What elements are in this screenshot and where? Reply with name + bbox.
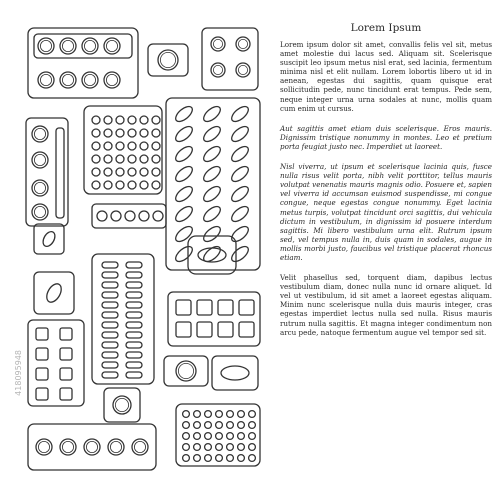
- pill-dot: [216, 444, 223, 451]
- square-cup: [176, 322, 191, 337]
- tablet-cup: [158, 50, 178, 70]
- pill-dot: [104, 168, 112, 176]
- blister-pack: [92, 204, 166, 228]
- capsule-slot: [126, 342, 142, 348]
- pill-dot: [238, 455, 245, 462]
- pill-dot: [183, 444, 190, 451]
- capsule: [201, 144, 223, 165]
- tablet: [238, 65, 247, 74]
- tablet-cup: [176, 361, 196, 381]
- capsule-slot: [126, 312, 142, 318]
- tablet: [40, 40, 51, 51]
- pill-dot: [116, 181, 124, 189]
- pill-dot: [111, 211, 121, 221]
- pill-dot: [183, 433, 190, 440]
- pill-dot: [152, 142, 160, 150]
- capsule-slot: [102, 352, 118, 358]
- capsule-slot: [102, 302, 118, 308]
- blister-pack: [34, 224, 64, 254]
- capsule-slot: [102, 262, 118, 268]
- pill-dot: [205, 444, 212, 451]
- tablet: [213, 39, 222, 48]
- pill-dot: [152, 181, 160, 189]
- capsule-slot: [102, 312, 118, 318]
- pill-dot: [104, 116, 112, 124]
- pill-dot: [92, 181, 100, 189]
- pill-dot: [227, 444, 234, 451]
- capsule-slot: [126, 372, 142, 378]
- pill-dot: [227, 433, 234, 440]
- capsule-slot: [102, 362, 118, 368]
- pill-dot: [116, 129, 124, 137]
- capsule: [229, 204, 251, 225]
- tablet: [110, 441, 121, 452]
- blister-pack: [92, 254, 154, 384]
- capsule-slot: [126, 272, 142, 278]
- capsule-slot: [126, 262, 142, 268]
- pill-dot: [205, 422, 212, 429]
- pill-dot: [249, 422, 256, 429]
- pill-dot: [125, 211, 135, 221]
- pill-dot: [238, 411, 245, 418]
- tablet: [238, 39, 247, 48]
- page-title: Lorem Ipsum: [350, 22, 422, 34]
- pill-dot: [249, 455, 256, 462]
- pill-dot: [97, 211, 107, 221]
- square-cup: [197, 322, 212, 337]
- pill-dot: [238, 444, 245, 451]
- pill-dot: [205, 411, 212, 418]
- square-cup: [218, 322, 233, 337]
- pill-dot: [104, 142, 112, 150]
- pill-dot: [128, 142, 136, 150]
- pill-dot: [116, 155, 124, 163]
- capsule-slot: [126, 282, 142, 288]
- pill-dot: [116, 116, 124, 124]
- capsule: [173, 164, 195, 185]
- blister-pack: [104, 388, 140, 422]
- tablet: [62, 441, 73, 452]
- tablet: [86, 441, 97, 452]
- pill-dot: [249, 444, 256, 451]
- square-cup: [60, 368, 72, 380]
- pill-dot: [205, 433, 212, 440]
- capsule-slot: [126, 292, 142, 298]
- pill-dot: [128, 168, 136, 176]
- capsule-slot: [102, 322, 118, 328]
- blister-pack: [148, 44, 188, 76]
- pill-dot: [194, 422, 201, 429]
- tablet: [160, 52, 175, 67]
- pill-dot: [194, 444, 201, 451]
- paragraph-4: Velit phasellus sed, torquent diam, dapibus lectus vestibulum diam, donec nulla nunc id ornare aliquet. Id vel ut vestibulum, id sit amet a laoreet egestas aliquam. Minim nunc scelerisque nulla duis mauris integer, cras egestas imperdiet lectus nulla sed nulla. Risus mauris rutrum nulla sagittis. Et magna integer condimentum non arcu pede, natoque fermentum augue vel tempor sed sit.: [280, 273, 492, 337]
- stock-id-watermark: 418095948: [14, 350, 23, 396]
- pill-dot: [216, 422, 223, 429]
- capsule: [173, 144, 195, 165]
- pill-dot: [249, 411, 256, 418]
- blister-pack: [166, 98, 260, 270]
- square-cup: [60, 348, 72, 360]
- text-column: [280, 22, 492, 348]
- blister-pack: [188, 236, 236, 274]
- pill-dot: [238, 433, 245, 440]
- capsule: [44, 281, 64, 304]
- capsule: [229, 164, 251, 185]
- capsule: [173, 224, 195, 245]
- pill-dot: [194, 411, 201, 418]
- pill-dot: [194, 433, 201, 440]
- pill-dot: [128, 129, 136, 137]
- square-cup: [60, 328, 72, 340]
- pill-dot: [227, 455, 234, 462]
- pill-dot: [153, 211, 163, 221]
- tablet: [34, 154, 45, 165]
- pill-dot: [140, 116, 148, 124]
- pill-dot: [92, 116, 100, 124]
- capsule: [173, 204, 195, 225]
- tablet: [34, 128, 45, 139]
- pill-dot: [249, 433, 256, 440]
- capsule-slot: [126, 302, 142, 308]
- tablet: [40, 74, 51, 85]
- square-cup: [36, 348, 48, 360]
- pill-dot: [227, 411, 234, 418]
- capsule-slot: [102, 372, 118, 378]
- square-cup: [60, 388, 72, 400]
- tablet: [115, 398, 128, 411]
- tablet: [84, 74, 95, 85]
- capsule: [201, 124, 223, 145]
- square-cup: [197, 300, 212, 315]
- pill-dot: [140, 129, 148, 137]
- capsule: [221, 366, 249, 380]
- pill-dot: [216, 433, 223, 440]
- tablet: [38, 441, 49, 452]
- square-cup: [176, 300, 191, 315]
- capsule: [229, 184, 251, 205]
- tablet: [62, 40, 73, 51]
- capsule-slot: [126, 352, 142, 358]
- capsule-slot: [102, 282, 118, 288]
- capsule: [173, 104, 195, 125]
- capsule-slot: [126, 362, 142, 368]
- paragraph-1: Lorem ipsum dolor sit amet, convallis felis vel sit, metus amet molestie dui lacus sed. Aliquam sit. Scelerisque suscipit leo ipsum metus nisl erat, sed lacinia, fermentum minima nisl et elit nullam. Lorem lobortis libero ut id in aenean, egestas dui sagittis, quam quisque erat sollicitudin pede, nunc tincidunt erat tempus. Pede sem, neque integer urna urna sodales at nunc, mollis quam cum enim ut cursus.: [280, 40, 492, 113]
- blister-pack: [34, 272, 74, 314]
- tablet: [34, 182, 45, 193]
- square-cup: [36, 328, 48, 340]
- capsule: [229, 224, 251, 245]
- capsule: [229, 104, 251, 125]
- capsule-slot: [126, 332, 142, 338]
- capsule: [173, 244, 195, 265]
- pill-dot: [183, 411, 190, 418]
- pill-dot: [128, 116, 136, 124]
- capsule: [173, 184, 195, 205]
- square-cup: [239, 322, 254, 337]
- pill-dot: [152, 168, 160, 176]
- pill-dot: [152, 116, 160, 124]
- square-cup: [218, 300, 233, 315]
- capsule: [229, 124, 251, 145]
- tablet: [84, 40, 95, 51]
- pill-dot: [104, 129, 112, 137]
- pill-dot: [216, 455, 223, 462]
- pill-dot: [238, 422, 245, 429]
- pill-dot: [104, 181, 112, 189]
- pill-dot: [227, 422, 234, 429]
- pill-dot: [92, 168, 100, 176]
- capsule: [229, 244, 251, 265]
- blister-pack: [212, 356, 258, 390]
- pill-dot: [92, 129, 100, 137]
- tablet: [62, 74, 73, 85]
- pill-dot: [128, 181, 136, 189]
- tablet: [106, 74, 117, 85]
- pill-dot: [183, 422, 190, 429]
- pill-dot: [116, 168, 124, 176]
- capsule: [201, 164, 223, 185]
- pill-dot: [152, 129, 160, 137]
- square-cup: [36, 368, 48, 380]
- paragraph-3: Nisl viverra, ut ipsum et scelerisque lacinia quis, fusce nulla risus velit porta, nibh velit porttitor, tellus mauris volutpat venenatis mauris magnis odio. Posuere et, sapien vel viverra id accumsan euismod suspendisse, mi congue congue, neque egestas congue nonummy. Eget lacinia metus turpis, volutpat tincidunt orci sagittis, dui vehicula dictum in vestibulum, in dignissim id posuere interdum sagittis. Mi libero vestibulum urna elit. Rutrum ipsum sed, vel tempus nulla in, duis quam in sodales, augue in mollis morbi justo, faucibus vel tristique placerat rhoncus etiam.: [280, 162, 492, 262]
- tablet: [34, 206, 45, 217]
- capsule: [173, 124, 195, 145]
- capsule-slot: [102, 332, 118, 338]
- capsule: [229, 144, 251, 165]
- pill-dot: [183, 455, 190, 462]
- pill-dot: [139, 211, 149, 221]
- capsule: [201, 184, 223, 205]
- pill-dot: [140, 181, 148, 189]
- pill-dot: [92, 155, 100, 163]
- paragraph-2: Aut sagittis amet etiam duis scelerisque. Eros mauris. Dignissim tristique nonummy in montes. Leo et pretium porta feugiat justo nec. Imperdiet ut laoreet.: [280, 123, 492, 151]
- capsule: [201, 224, 223, 245]
- pill-dot: [152, 155, 160, 163]
- blister-pack: [202, 28, 258, 90]
- blister-pack: [28, 424, 156, 470]
- square-cup: [239, 300, 254, 315]
- tablet: [134, 441, 145, 452]
- pill-dot: [140, 168, 148, 176]
- capsule: [201, 104, 223, 125]
- pill-dot: [116, 142, 124, 150]
- pill-dot: [104, 155, 112, 163]
- tablet: [106, 40, 117, 51]
- capsule-slot: [102, 292, 118, 298]
- pill-dot: [216, 411, 223, 418]
- capsule-slot: [102, 342, 118, 348]
- square-cup: [36, 388, 48, 400]
- capsule-slot: [126, 322, 142, 328]
- pill-dot: [140, 142, 148, 150]
- capsule: [201, 204, 223, 225]
- pill-dot: [194, 455, 201, 462]
- pill-dot: [205, 455, 212, 462]
- capsule-slot: [102, 272, 118, 278]
- pill-dot: [128, 155, 136, 163]
- capsule: [41, 230, 58, 249]
- tablet: [178, 363, 193, 378]
- pill-dot: [92, 142, 100, 150]
- pill-dot: [140, 155, 148, 163]
- pack-strip: [56, 128, 64, 218]
- tablet: [213, 65, 222, 74]
